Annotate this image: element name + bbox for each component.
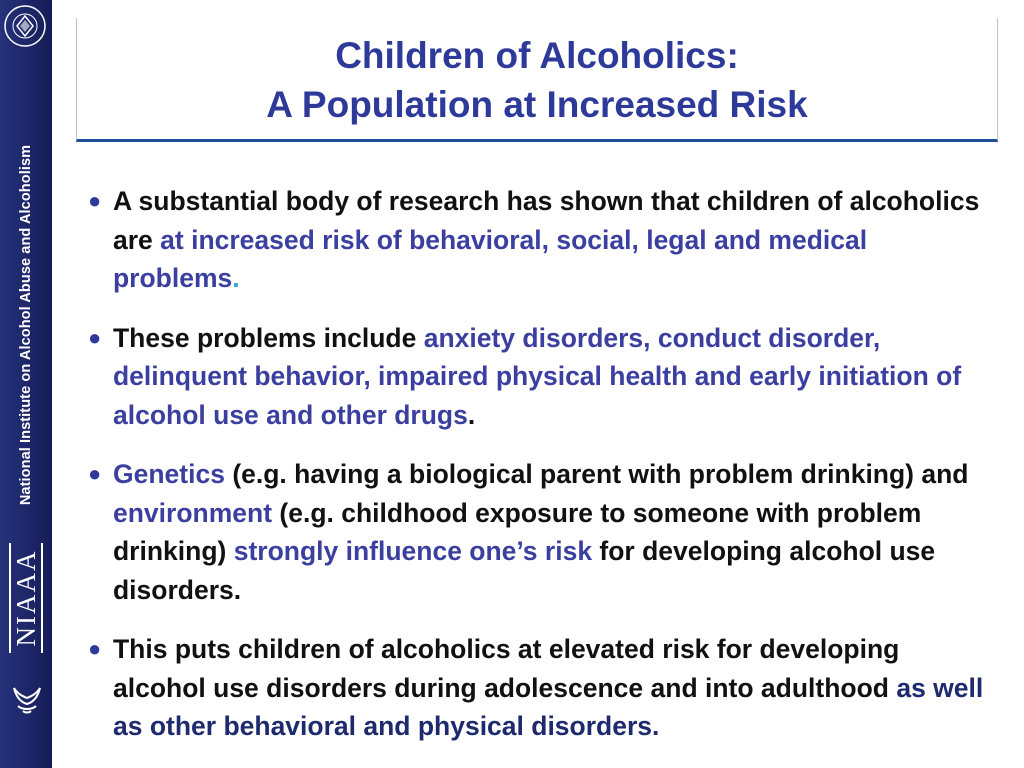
bullet-4-text-1: This puts children of alcoholics at elevated risk for developing alcohol use disorders during adolescence and into adulthood xyxy=(113,634,900,703)
bullet-dot-icon: ● xyxy=(88,636,102,661)
bullet-1-text-1: A substantial body of research has shown that children of alcoholics are xyxy=(113,186,980,255)
niaaa-logo: NIAAA xyxy=(9,543,43,653)
nih-seal-icon xyxy=(3,4,47,48)
bullet-item-2 xyxy=(88,319,993,435)
bullet-3-genetics: Genetics xyxy=(113,459,225,489)
bullet-item-4 xyxy=(88,630,993,746)
bullet-3-text-1: (e.g. having a biological parent with problem drinking) and xyxy=(224,459,969,489)
bullet-dot-icon: ● xyxy=(88,188,102,213)
eagle-emblem-icon xyxy=(8,680,46,718)
title-line-2: A Population at Increased Risk xyxy=(266,84,808,125)
bullet-dot-icon: ● xyxy=(88,324,102,350)
bullet-1-highlight: at increased risk of behavioral, social, legal and medical problems xyxy=(113,224,868,293)
bullet-dot-icon: ● xyxy=(88,461,102,486)
bullet-3-environment: environment xyxy=(113,497,273,528)
sidebar-banner xyxy=(0,0,52,768)
bullet-3-text-3: for developing alcohol use disorders. xyxy=(113,536,936,605)
bullet-list xyxy=(88,182,993,767)
bullet-3-text-2: (e.g. childhood exposure to someone with problem drinking) xyxy=(113,497,922,566)
org-name-vertical: National Institute on Alcohol Abuse and Alcoholism xyxy=(18,144,34,506)
title-line-1: Children of Alcoholics: xyxy=(335,35,739,76)
bullet-3-highlight: strongly influence one’s risk xyxy=(233,536,593,566)
bullet-item-1 xyxy=(88,182,993,298)
bullet-4-highlight: as well as other behavioral and physical disorders. xyxy=(113,672,984,741)
bullet-2-period: . xyxy=(467,399,476,430)
bullet-2-highlight: anxiety disorders, conduct disorder, delinquent behavior, impaired physical health and early initiation of alcohol use and other drugs xyxy=(113,322,962,430)
bullet-1-period: . xyxy=(232,263,240,293)
title-box xyxy=(76,18,998,142)
slide-title xyxy=(77,18,997,129)
bullet-item-3 xyxy=(88,455,993,609)
bullet-2-text-1: These problems include xyxy=(113,322,424,353)
